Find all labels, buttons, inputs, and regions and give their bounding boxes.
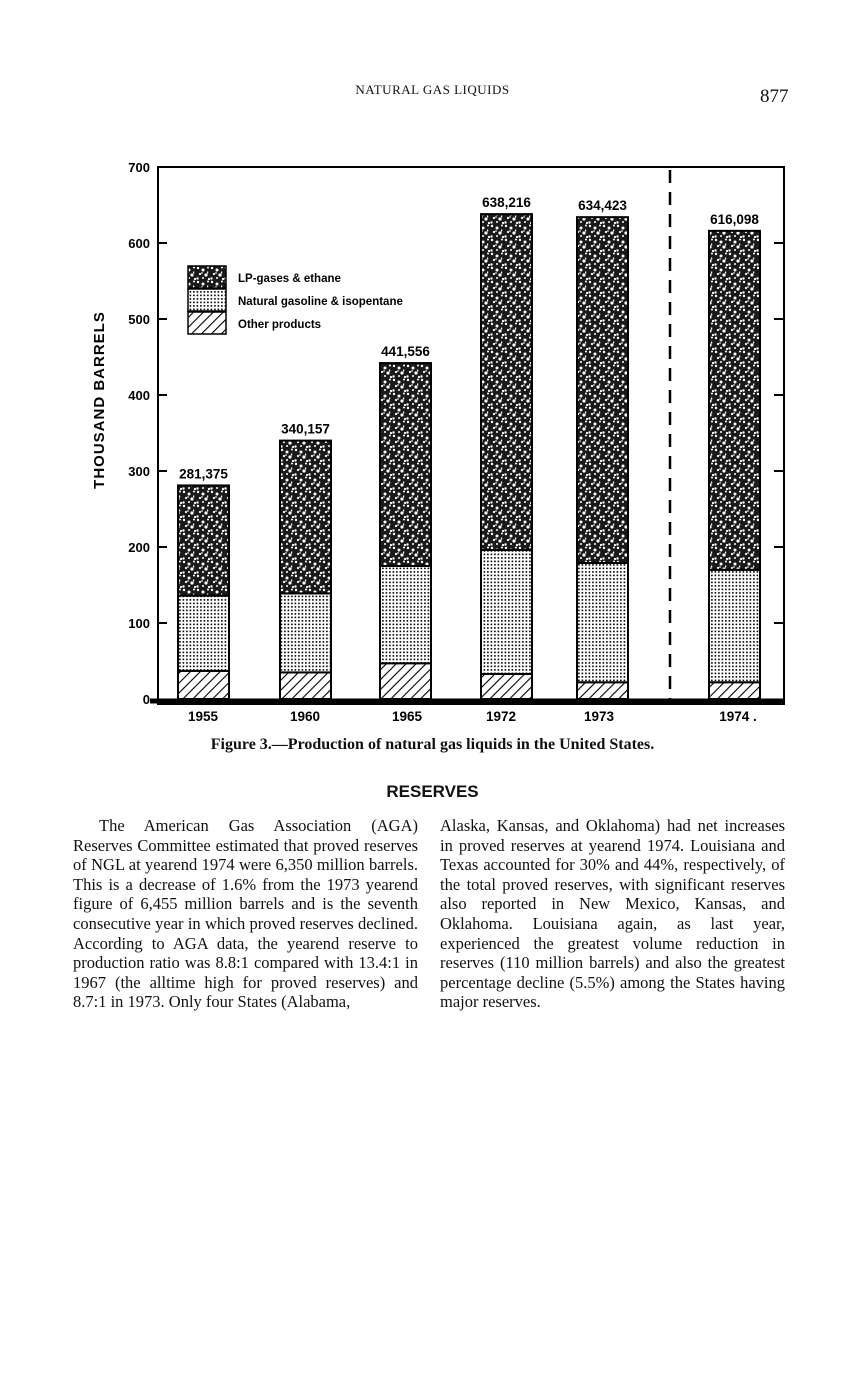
- legend-swatch-lp-gases: [188, 266, 226, 288]
- body-column-left: The American Gas Association (AGA) Reserves Committee estimated that proved reserves of NGL at yearend 1974 were 6,350 million barrels. This is a decrease of 1.6% from the 1973 yearend figure of 6,455 million barrels and is the seventh consecutive year in which proved reserves declined. According to AGA data, the yearend reserve to production ratio was 8.8:1 compared with 13.4:1 in 1967 (the alltime high for proved reserves) and 8.7:1 in 1973. Only four States (Alabama,: [73, 816, 418, 1012]
- running-head: NATURAL GAS LIQUIDS: [355, 82, 510, 97]
- x-tick-label: 1973: [583, 709, 615, 724]
- figure-caption: Figure 3.—Production of natural gas liquids in the United States.: [210, 736, 655, 753]
- bar-segment-1965-dots: [380, 566, 431, 663]
- bar-segment-1973-hatch: [577, 682, 628, 699]
- bar-segment-1974-hatch: [709, 682, 760, 699]
- bar-segment-1974-mottled: [709, 231, 760, 570]
- legend-swatch-other-products: [188, 312, 226, 334]
- bar-total-label: 616,098: [710, 211, 759, 227]
- x-tick-label: 1960: [289, 709, 321, 724]
- page-number: 877: [760, 86, 789, 107]
- bar-segment-1973-dots: [577, 563, 628, 682]
- y-tick-label: 300: [128, 464, 150, 479]
- x-tick-label: 1955: [187, 709, 219, 724]
- body-column-right: Alaska, Kansas, and Oklahoma) had net increases in proved reserves at yearend 1974. Louisiana and Texas accounted for 30% and 44%, respectively, of the total proved reserves, with significant reserves also reported in New Mexico, Kansas, and Oklahoma. Louisiana again, as last year, experienced the greatest volume reduction in reserves (110 million barrels) and also the greatest percentage decline (5.5%) among the States having major reserves.: [440, 816, 785, 1012]
- section-heading: RESERVES: [386, 782, 479, 801]
- bar-total-label: 340,157: [281, 421, 330, 437]
- bar-segment-1965-mottled: [380, 363, 431, 566]
- y-tick-label: 500: [128, 312, 150, 327]
- y-tick-label: 100: [128, 616, 150, 631]
- legend-label-lp-gases: LP-gases & ethane: [238, 273, 341, 285]
- y-tick-label: 400: [128, 388, 150, 403]
- y-tick-label: 0: [142, 692, 150, 707]
- bar-segment-1955-mottled: [178, 485, 229, 595]
- x-tick-label: 1972: [485, 709, 517, 724]
- bar-total-label: 638,216: [482, 195, 531, 211]
- legend-swatch-natural-gasoline: [188, 289, 226, 311]
- y-tick-label: 600: [128, 236, 150, 251]
- y-axis-title: THOUSAND BARRELS: [91, 311, 108, 489]
- x-tick-label: 1974 .: [719, 709, 757, 724]
- bar-segment-1973-mottled: [577, 217, 628, 563]
- bar-segment-1974-dots: [709, 570, 760, 682]
- bars: [178, 195, 760, 699]
- legend-label-natural-gasoline: Natural gasoline & isopentane: [238, 296, 403, 308]
- plot-frame: [158, 167, 784, 704]
- bar-segment-1972-mottled: [481, 214, 532, 550]
- bar-segment-1955-dots: [178, 596, 229, 671]
- bar-segment-1960-dots: [280, 593, 331, 672]
- bar-segment-1955-hatch: [178, 671, 229, 699]
- bar-segment-1965-hatch: [380, 663, 431, 699]
- y-tick-label: 700: [128, 160, 150, 175]
- y-tick-label: 200: [128, 540, 150, 555]
- chart-legend: [188, 266, 403, 334]
- bar-segment-1960-mottled: [280, 441, 331, 594]
- x-axis-labels: [188, 709, 757, 724]
- bar-segment-1960-hatch: [280, 672, 331, 699]
- bar-total-label: 281,375: [179, 466, 228, 482]
- bar-total-label: 634,423: [578, 198, 627, 214]
- bar-segment-1972-hatch: [481, 674, 532, 699]
- legend-label-other-products: Other products: [238, 319, 322, 331]
- bar-total-label: 441,556: [381, 344, 430, 360]
- bar-segment-1972-dots: [481, 550, 532, 674]
- x-tick-label: 1965: [391, 709, 423, 724]
